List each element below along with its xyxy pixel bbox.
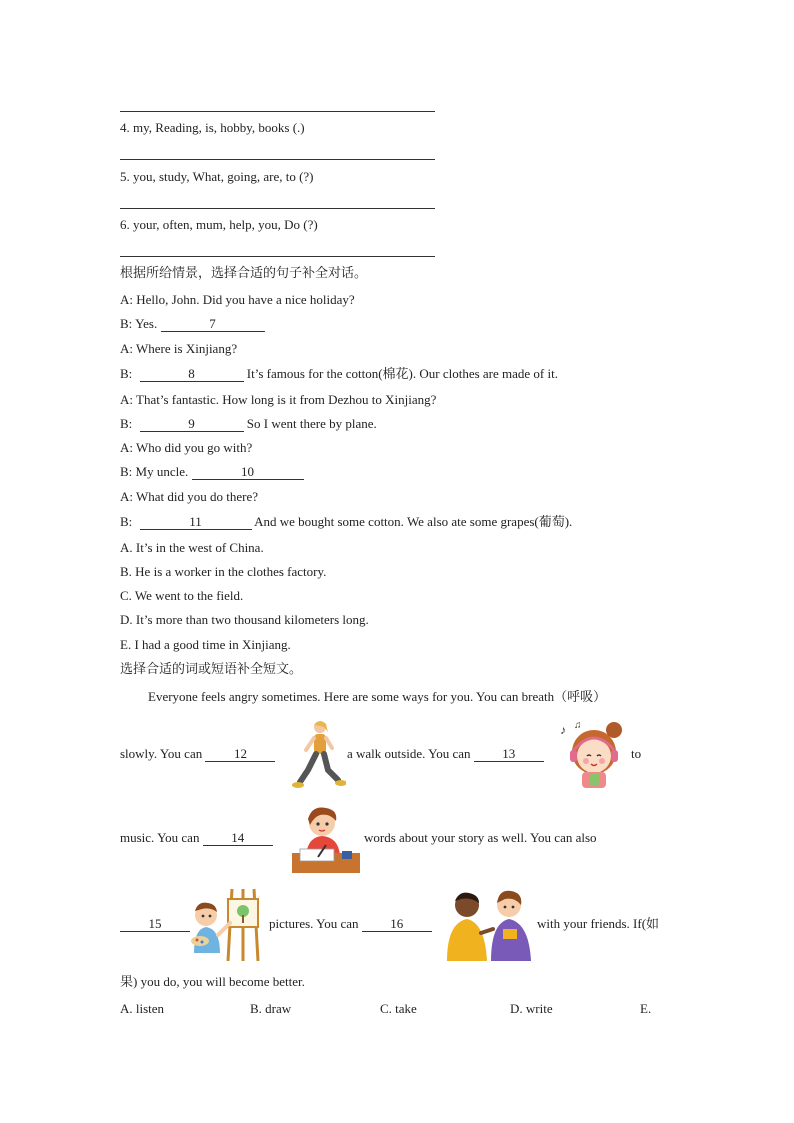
word-option-c: C. take	[380, 1001, 417, 1016]
dialogue-line-7	[120, 439, 252, 457]
passage-line-3c: with your friends. If(如	[537, 916, 660, 931]
svg-text:♫: ♫	[574, 720, 582, 731]
boy-writing-icon	[290, 805, 362, 875]
dialogue-line-3	[120, 340, 237, 358]
option-a: A. It’s in the west of China.	[120, 540, 264, 555]
dialogue-line-4	[120, 365, 558, 383]
answer-line-5[interactable]	[120, 208, 435, 209]
blank-13[interactable]: 13	[474, 746, 544, 762]
option-d: D. It’s more than two thousand kilometers long.	[120, 612, 369, 627]
text: music. You can	[120, 830, 203, 845]
blank-11[interactable]: 11	[140, 514, 252, 530]
girl-headphones-icon	[558, 720, 626, 790]
speaker: B:	[120, 514, 133, 529]
speaker: A:	[120, 489, 133, 504]
blank-14[interactable]: 14	[203, 830, 273, 846]
dialogue-line-5	[120, 391, 436, 409]
svg-text:♪: ♪	[560, 723, 566, 737]
boy-painting-icon	[188, 885, 264, 963]
blank-9[interactable]: 9	[140, 416, 244, 432]
answer-line-4[interactable]	[120, 159, 435, 160]
line-post: It’s famous for the cotton(棉花). Our clothes are made of it.	[243, 366, 558, 381]
dialogue-line-6	[120, 415, 377, 433]
speaker: B:	[120, 464, 133, 479]
speaker: B:	[120, 416, 133, 431]
answer-line-6[interactable]	[120, 256, 435, 257]
speaker: A:	[120, 341, 133, 356]
passage-line-3b	[269, 915, 432, 933]
speaker: A:	[120, 392, 133, 407]
text: pictures. You can	[269, 916, 362, 931]
line-pre: Yes.	[135, 316, 161, 331]
text: slowly. You can	[120, 746, 206, 761]
line-text: Where is Xinjiang?	[136, 341, 238, 356]
line-pre: My uncle.	[135, 464, 192, 479]
option-c: C. We went to the field.	[120, 588, 244, 603]
passage-line-1b	[347, 745, 544, 763]
speaker: B:	[120, 366, 133, 381]
blank-16[interactable]: 16	[362, 916, 432, 932]
blank-12[interactable]: 12	[205, 746, 275, 762]
dialogue-line-8	[120, 463, 304, 481]
line-post: And we bought some cotton. We also ate some grapes(葡萄).	[251, 514, 573, 529]
blank-15[interactable]: 15	[120, 916, 190, 932]
text: a walk outside. You can	[347, 746, 474, 761]
option-b: B. He is a worker in the clothes factory.	[120, 564, 327, 579]
option-e: E. I had a good time in Xinjiang.	[120, 637, 291, 652]
word-option-e: E.	[640, 1001, 652, 1016]
reorder-item-6: 6. your, often, mum, help, you, Do (?)	[120, 217, 318, 232]
dialogue-instruction: 根据所给情景，选择合适的句子补全对话。	[120, 266, 368, 281]
passage-line-2a	[120, 829, 273, 847]
blank-8[interactable]: 8	[140, 366, 244, 382]
speaker: A:	[120, 292, 133, 307]
answer-line-3[interactable]	[120, 111, 435, 112]
passage-line-1c: to	[631, 746, 642, 761]
word-option-b: B. draw	[250, 1001, 292, 1016]
dialogue-line-10	[120, 513, 572, 531]
blank-10[interactable]: 10	[192, 464, 304, 480]
blank-7[interactable]: 7	[161, 316, 265, 332]
speaker: B:	[120, 316, 133, 331]
dialogue-line-1	[120, 291, 355, 309]
word-option-a: A. listen	[120, 1001, 165, 1016]
passage-intro: Everyone feels angry sometimes. Here are some ways for you. You can breath（呼吸）	[148, 689, 607, 704]
passage-instruction: 选择合适的词或短语补全短文。	[120, 662, 303, 677]
reorder-item-5: 5. you, study, What, going, are, to (?)	[120, 169, 314, 184]
dialogue-line-2	[120, 315, 265, 333]
woman-walking-icon	[290, 718, 346, 792]
passage-line-2b: words about your story as well. You can also	[364, 830, 597, 845]
line-text: What did you do there?	[136, 489, 259, 504]
speaker: A:	[120, 440, 133, 455]
reorder-item-4: 4. my, Reading, is, hobby, books (.)	[120, 120, 305, 135]
passage-line-3a	[120, 915, 190, 933]
line-text: That’s fantastic. How long is it from Dezhou to Xinjiang?	[136, 392, 437, 407]
line-text: Who did you go with?	[136, 440, 253, 455]
dialogue-line-9	[120, 488, 258, 506]
boys-talking-icon	[445, 889, 535, 961]
passage-line-1a	[120, 745, 275, 763]
word-option-d: D. write	[510, 1001, 553, 1016]
line-text: Hello, John. Did you have a nice holiday?	[136, 292, 355, 307]
passage-line-4: 果) you do, you will become better.	[120, 974, 305, 989]
line-post: So I went there by plane.	[243, 416, 377, 431]
